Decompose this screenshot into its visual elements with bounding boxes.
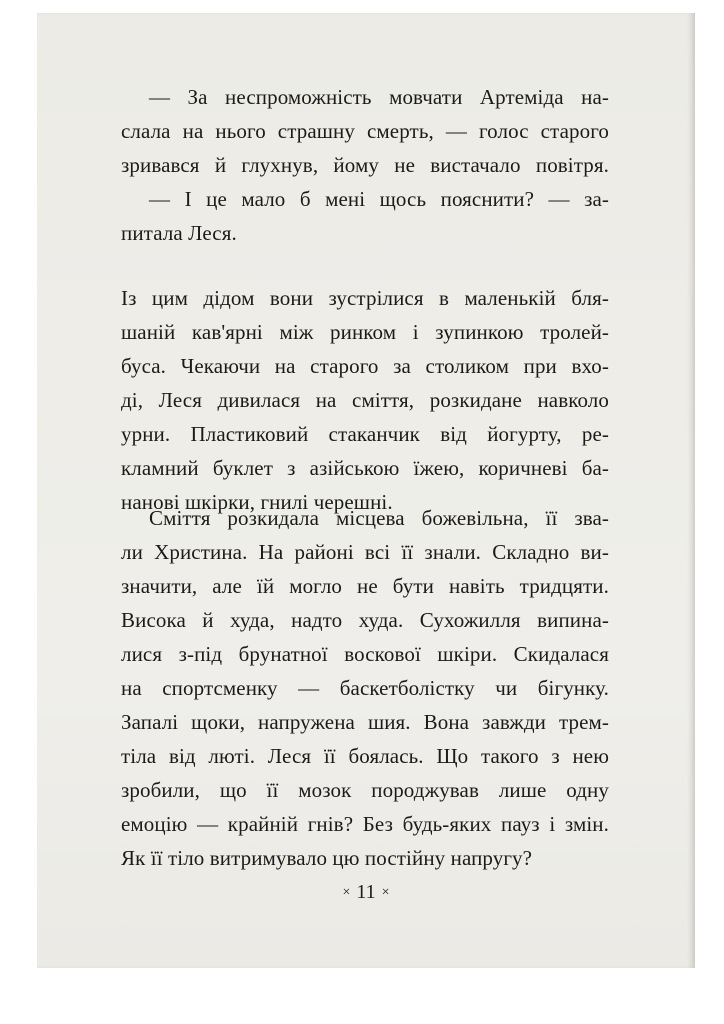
text-line: нанові шкірки, гнилі черешні. (121, 490, 393, 514)
ornament-left: × (342, 885, 351, 900)
text-line: Висока й худа, надто худа. Сухожилля випина- (121, 608, 609, 632)
text-line: ді, Леся дивилася на сміття, розкидане навколо (121, 388, 609, 412)
text-line: шаній кав'ярні між ринком і зупинкою тролей- (121, 320, 609, 344)
text-line: емоцію — крайній гнів? Без будь-яких пауз і змін. (121, 812, 609, 836)
book-page (37, 13, 695, 968)
page-edge-shadow (687, 13, 695, 968)
text-line: значити, але їй могло не бути навіть тридцяти. (121, 574, 609, 598)
text-line: зробили, що її мозок породжував лише одну (121, 778, 609, 802)
text-line: тіла від люті. Леся її боялась. Що такого з нею (121, 744, 609, 768)
ornament-right: × (381, 885, 390, 900)
page-number-value: 11 (356, 881, 376, 903)
text-line: кламний буклет з азійською їжею, коричневі ба- (121, 456, 609, 480)
text-line: Сміття розкидала місцева божевільна, її зва- (149, 506, 609, 530)
text-line: лися з-під брунатної воскової шкіри. Скидалася (121, 642, 609, 666)
text-line: на спортсменку — баскетболістку чи бігунку. (121, 676, 609, 700)
narrative-paragraph-2 (121, 501, 609, 875)
text-line: — За неспроможність мовчати Артеміда на- (149, 85, 609, 109)
page-number (37, 881, 695, 904)
text-line: — І це мало б мені щось пояснити? — за- (149, 187, 609, 211)
dialogue-block (121, 80, 609, 250)
text-line: буса. Чекаючи на старого за столиком при вхо- (121, 354, 609, 378)
narrative-paragraph-1 (121, 281, 609, 519)
text-line: Як її тіло витримувало цю постійну напругу? (121, 846, 533, 870)
text-line: Запалі щоки, напружена шия. Вона завжди трем- (121, 710, 609, 734)
text-line: питала Леся. (121, 221, 237, 245)
text-line: слала на нього страшну смерть, — голос старого (121, 119, 609, 143)
text-line: ли Христина. На районі всі її знали. Складно ви- (121, 540, 609, 564)
text-line: урни. Пластиковий стаканчик від йогурту, ре- (121, 422, 609, 446)
text-line: Із цим дідом вони зустрілися в маленькій бля- (121, 286, 609, 310)
text-line: зривався й глухнув, йому не вистачало повітря. (121, 153, 609, 177)
